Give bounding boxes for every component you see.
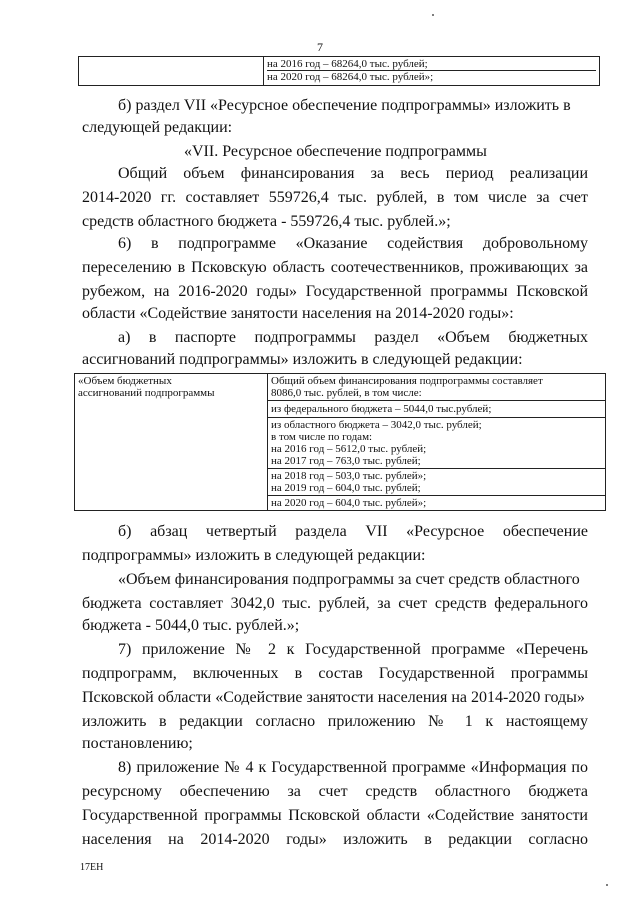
text-line: средств областного бюджета - 559726,4 тыс. рублей.»; — [82, 213, 451, 230]
page-number: 7 — [317, 40, 323, 54]
text-line: Общий объем финансирования за весь период реализации — [118, 165, 588, 182]
scan-speck — [606, 884, 608, 886]
funding-table-right-cell — [268, 374, 606, 511]
table-cell-text: на 2020 год – 604,0 тыс. рублей»; — [271, 497, 427, 509]
table-cell-text: на 2016 год – 5612,0 тыс. рублей; — [271, 443, 427, 455]
funding-table — [74, 373, 606, 511]
table-cell-text: на 2018 год – 503,0 тыс. рублей»; — [271, 470, 427, 482]
table-cell-text: из федерального бюджета – 5044,0 тыс.рублей; — [271, 403, 492, 415]
text-line: постановлению; — [82, 735, 193, 752]
text-line: изложить в редакции согласно приложению № 1 к настоящему — [82, 713, 588, 730]
top-table-left-cell — [79, 57, 264, 86]
text-line: 7) приложение № 2 к Государственной программе «Перечень — [118, 641, 588, 658]
table-cell-text: 8086,0 тыс. рублей, в том числе: — [271, 387, 422, 399]
text-line: подпрограмм, включенных в состав Государственной программы — [82, 665, 588, 682]
text-line: бюджета составляет 3042,0 тыс. рублей, за счет средств федерального — [82, 595, 588, 612]
text-line: Государственной программы Псковской области «Содействие занятости — [82, 807, 588, 824]
text-line: ассигнований подпрограммы» изложить в следующей редакции: — [82, 351, 523, 368]
funding-table-left-cell — [75, 374, 268, 511]
text-line: 2014-2020 гг. составляет 559726,4 тыс. рублей, в том числе за счет — [82, 189, 588, 206]
text-line: Псковской области «Содействие занятости населения на 2014-2020 годы» — [82, 689, 585, 706]
table-cell-text: «Объем бюджетных — [78, 375, 172, 387]
table-cell-text: Общий объем финансирования подпрограммы составляет — [271, 375, 543, 387]
top-table — [78, 56, 600, 86]
table-cell-text: на 2019 год – 604,0 тыс. рублей; — [271, 482, 421, 494]
text-line: населения на 2014-2020 годы» изложить в редакции согласно — [82, 831, 588, 848]
text-line: подпрограммы» изложить в следующей редакции: — [82, 547, 426, 564]
scan-speck — [432, 14, 434, 16]
text-line: ресурсному обеспечению за счет средств областного бюджета — [82, 783, 588, 800]
top-table-row: на 2016 год – 68264,0 тыс. рублей; — [267, 58, 428, 70]
text-line: следующей редакции: — [82, 119, 233, 136]
top-table-right-cell — [264, 57, 600, 86]
document-code: 17ЕН — [80, 862, 104, 873]
text-line: переселению в Псковскую область соотечественников, проживающих за — [82, 259, 588, 276]
section-heading: «VII. Ресурсное обеспечение подпрограммы — [184, 143, 487, 160]
text-line: рубежом, на 2016-2020 годы» Государственной программы Псковской — [82, 283, 588, 300]
text-line: «Объем финансирования подпрограммы за счет средств областного — [118, 571, 580, 588]
text-line: 8) приложение № 4 к Государственной программе «Информация по — [118, 759, 588, 776]
text-line: бюджета - 5044,0 тыс. рублей.»; — [82, 617, 300, 634]
text-line: б) раздел VII «Ресурсное обеспечение подпрограммы» изложить в — [118, 97, 571, 114]
table-cell-text: ассигнований подпрограммы — [78, 387, 215, 399]
text-line: 6) в подпрограмме «Оказание содействия добровольному — [118, 235, 588, 252]
table-cell-text: в том числе по годам: — [271, 431, 373, 443]
text-line: а) в паспорте подпрограммы раздел «Объем бюджетных — [118, 329, 588, 346]
top-table-row: на 2020 год – 68264,0 тыс. рублей»; — [267, 70, 596, 83]
text-line: б) абзац четвертый раздела VII «Ресурсное обеспечение — [118, 523, 588, 540]
text-line: области «Содействие занятости населения на 2014-2020 годы»: — [82, 305, 514, 322]
table-cell-text: на 2017 год – 763,0 тыс. рублей; — [271, 455, 421, 467]
table-cell-text: из областного бюджета – 3042,0 тыс. рублей; — [271, 419, 482, 431]
